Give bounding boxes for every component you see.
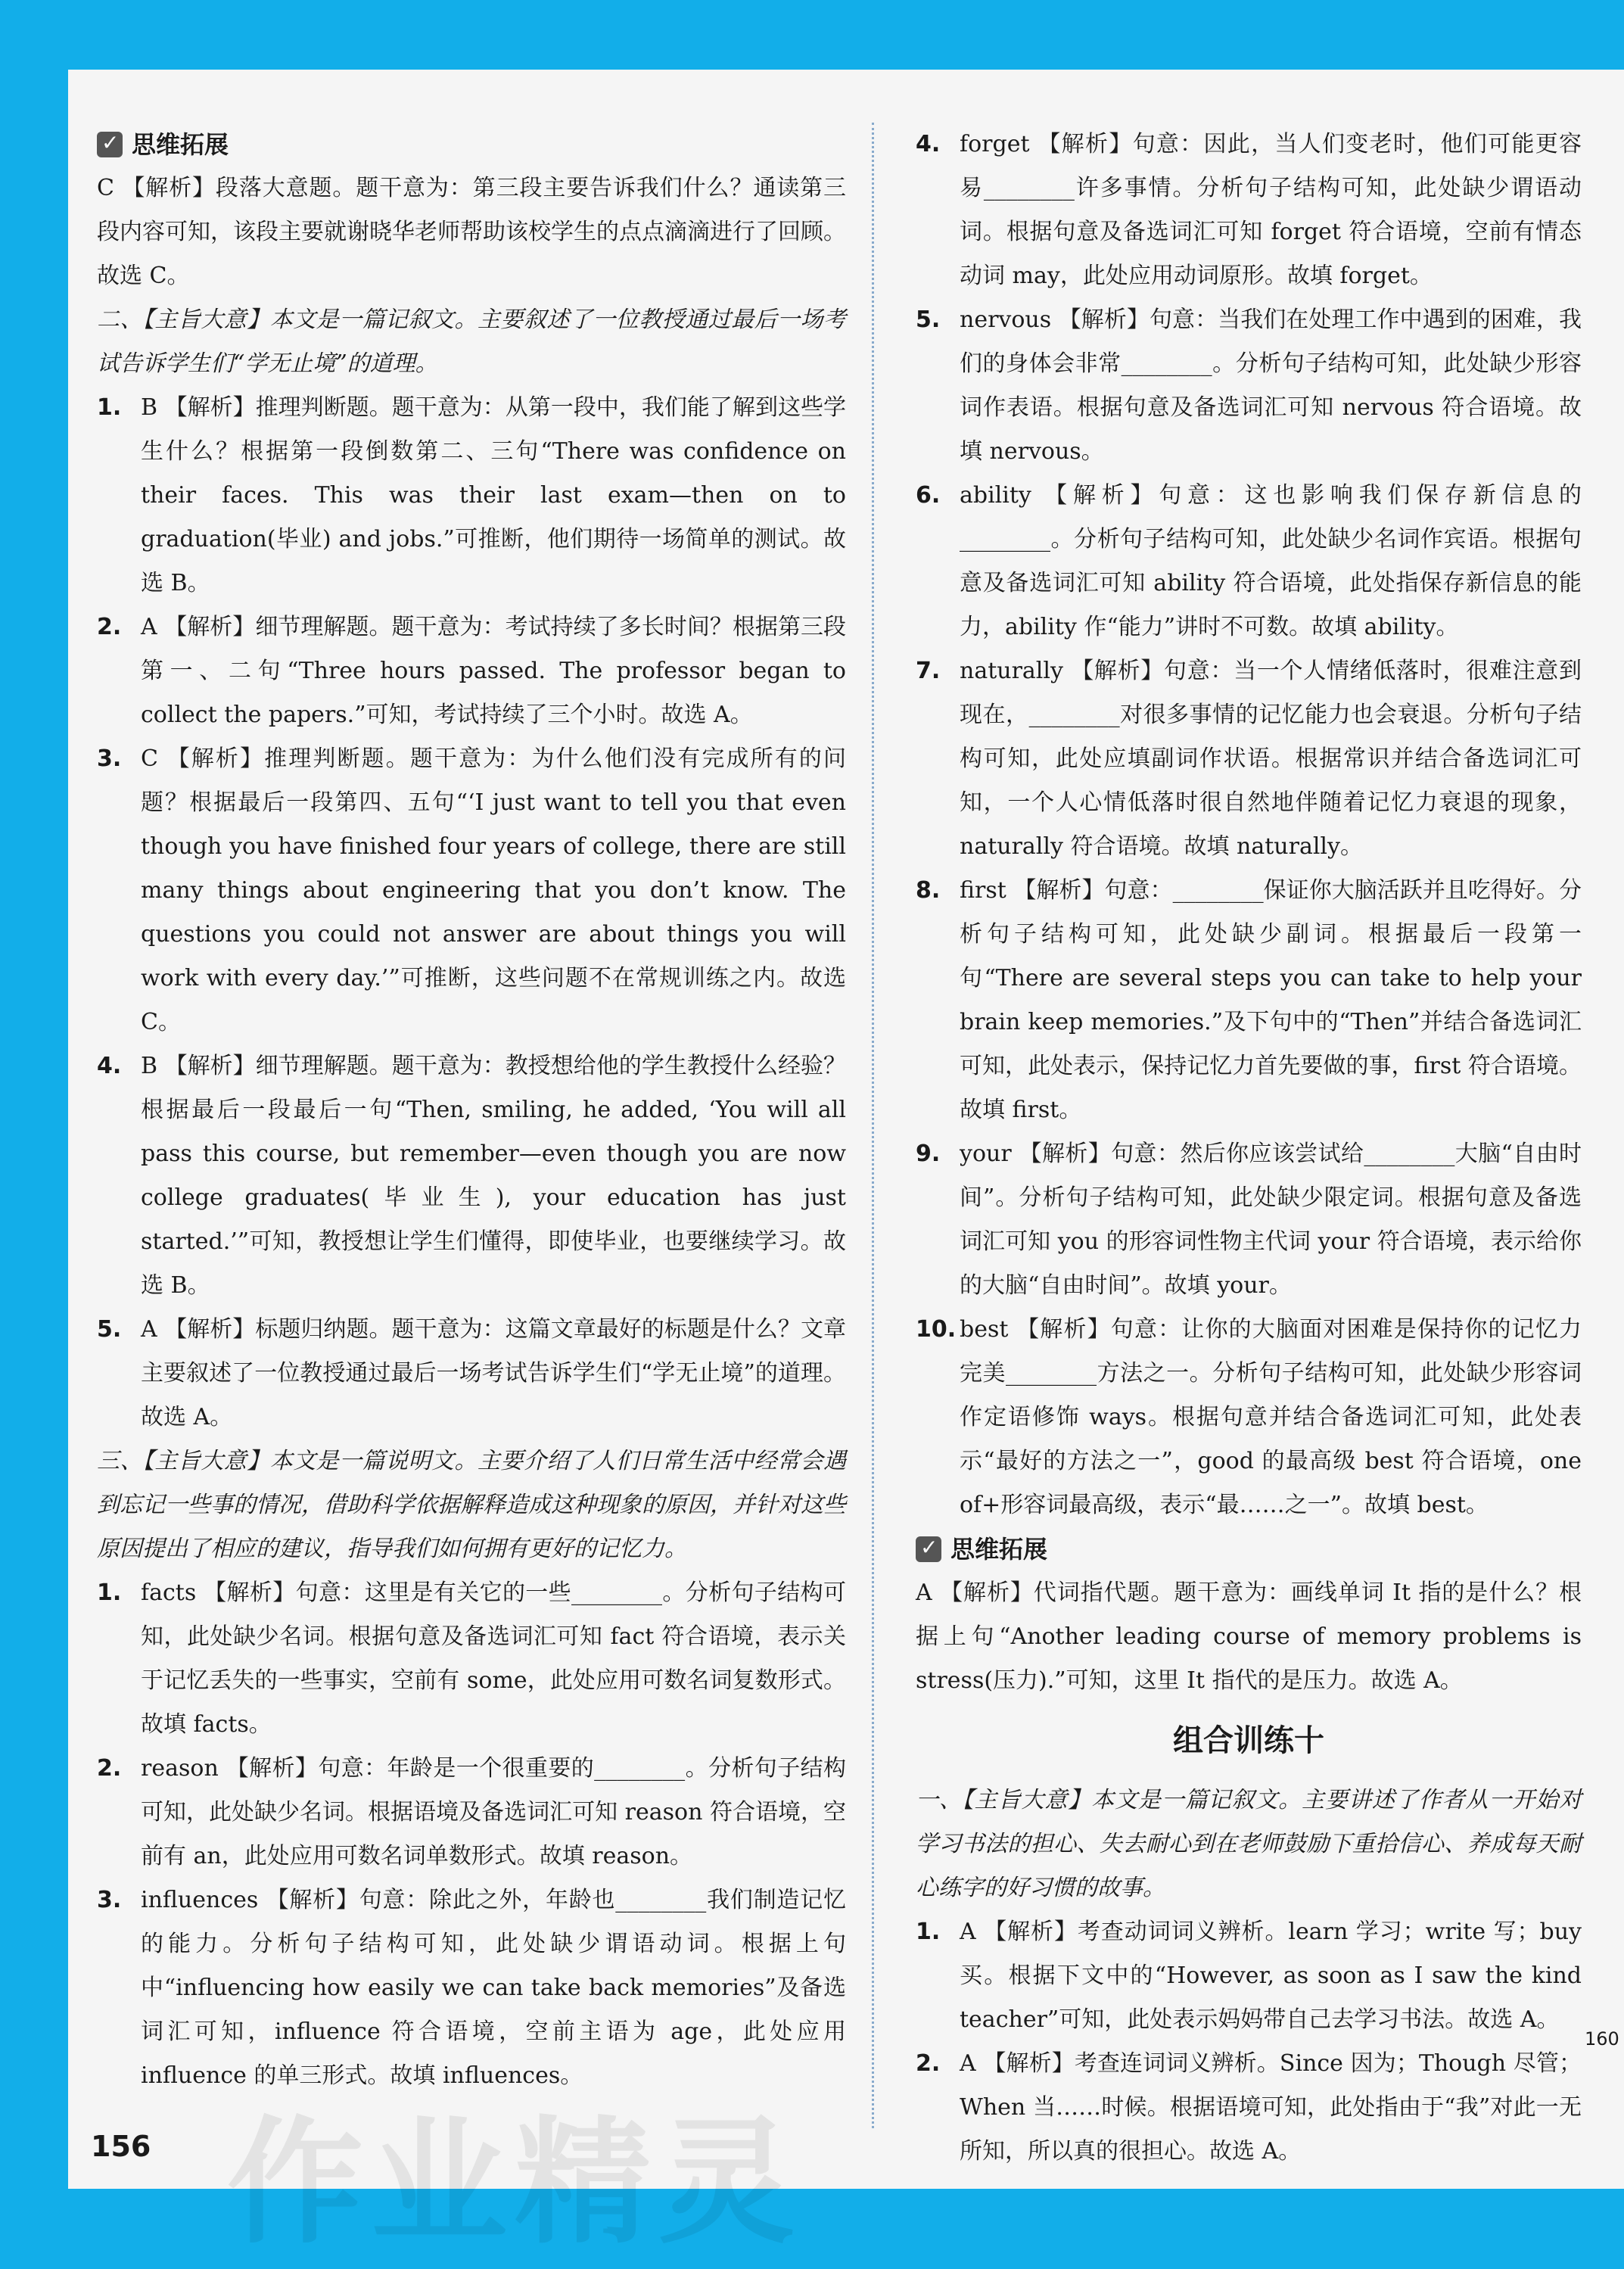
siwei-heading: ✓ 思维拓展 — [916, 1527, 1582, 1571]
answer-item: 2. reason 【解析】句意：年龄是一个很重要的________。分析句子结构可知，此处缺少名词。根据语境及备选词汇可知 reason 符合语境，空前有 an，此处应用可数名词单数形式。故填 reason。 — [97, 1755, 846, 1869]
answer-item: 10. best 【解析】句意：让你的大脑面对困难是保持你的记忆力完美________方法之一。分析句子结构可知，此处缺少形容词作定语修饰 ways。根据句意并结合备选词汇可知，此处表示“最好的方法之一”，good 的最高级 best 符合语境，one of+形容词最高级，表示“最……之一”。故填 best。 — [916, 1316, 1582, 1518]
answer-item: 1. B 【解析】推理判断题。题干意为：从第一段中，我们能了解到这些学生什么？根据第一段倒数第二、三句“There was confidence on their faces. This was their last exam—then on to graduation(毕业) and jobs.”可推断，他们期待一场简单的测试。故选 B。 — [97, 394, 846, 596]
page — [68, 70, 1624, 2262]
answer-item: 9. your 【解析】句意：然后你应该尝试给________大脑“自由时间”。分析句子结构可知，此处缺少限定词。根据句意及备选词汇可知 you 的形容词性物主代词 your 符合语境，表示给你的大脑“自由时间”。故填 your。 — [916, 1141, 1582, 1299]
answer-item: 1. facts 【解析】句意：这里是有关它的一些________。分析句子结构可知，此处缺少名词。根据句意及备选词汇可知 fact 符合语境，表示关于记忆丢失的一些事实，空前有 some，此处应用可数名词复数形式。故填 facts。 — [97, 1580, 846, 1738]
answer-item: 8. first 【解析】句意：________保证你大脑活跃并且吃得好。分析句子结构可知，此处缺少副词。根据最后一段第一句“There are several steps you can take to help your brain keep memories.”及下句中的“Then”并结合备选词汇可知，此处表示，保持记忆力首先要做的事，first 符合语境。故填 first。 — [916, 877, 1582, 1123]
siwei-heading: ✓ 思维拓展 — [97, 123, 846, 167]
page-number: 156 — [91, 2130, 151, 2163]
answer-item: 6. ability 【解析】句意：这也影响我们保存新信息的________。分析句子结构可知，此处缺少名词作宾语。根据句意及备选词汇可知 ability 符合语境，此处指保存新信息的能力，ability 作“能力”讲时不可数。故填 ability。 — [916, 482, 1582, 640]
answer-item: 4. B 【解析】细节理解题。题干意为：教授想给他的学生教授什么经验？根据最后一段最后一句“Then, smiling, he added, ‘You will all pass this course, but remember—even though you are now college graduates(毕业生), your education has just started.’”可知，教授想让学生们懂得，即使毕业，也要继续学习。故选 B。 — [97, 1053, 846, 1299]
answer-item: 3. C 【解析】推理判断题。题干意为：为什么他们没有完成所有的问题？根据最后一段第四、五句“‘I just want to tell you that even though you have finished four years of college, there are still many things about engineering that you don’t know. The questions you could not answer are about things you will work with every day.’”可推断，这些问题不在常规训练之内。故选 C。 — [97, 745, 846, 1035]
answer-item: 3. influences 【解析】句意：除此之外，年龄也________我们制造记忆的能力。分析句子结构可知，此处缺少谓语动词。根据上句中“influencing how easily we can take back memories”及备选词汇可知，influence 符合语境，空前主语为 age，此处应用 influence 的单三形式。故填 influences。 — [97, 1887, 846, 2089]
answer-item: 5. A 【解析】标题归纳题。题干意为：这篇文章最好的标题是什么？文章主要叙述了一位教授通过最后一场考试告诉学生们“学无止境”的道理。故选 A。 — [97, 1316, 846, 1430]
checkbox-icon — [97, 132, 123, 157]
side-page-number: 160 — [1585, 2028, 1619, 2050]
right-column — [916, 123, 1582, 2174]
answer-item: 2. A 【解析】考查连词词义辨析。Since 因为；Though 尽管；When 当……时候。根据语境可知，此处指由于“我”对此一无所知，所以真的很担心。故选 A。 — [916, 2050, 1582, 2165]
left-column — [97, 123, 846, 2098]
section-3-intro: 三、【主旨大意】本文是一篇说明文。主要介绍了人们日常生活中经常会遇到忘记一些事的情况，借助科学依据解释造成这种现象的原因，并针对这些原因提出了相应的建议，指导我们如何拥有更好的记忆力。 — [97, 1448, 846, 1562]
siwei-answer: A 【解析】代词指代题。题干意为：画线单词 It 指的是什么？根据上句“Another leading course of memory problems is stress(压力).”可知，这里 It 指代的是压力。故选 A。 — [916, 1580, 1582, 1694]
answer-item: 1. A 【解析】考查动词词义辨析。learn 学习；write 写；buy 买。根据下文中的“However, as soon as I saw the kind teacher”可知，此处表示妈妈带自己去学习书法。故选 A。 — [916, 1919, 1582, 2033]
watermark: 作业精灵 — [227, 2104, 803, 2262]
answer-item: 4. forget 【解析】句意：因此，当人们变老时，他们可能更容易________许多事情。分析句子结构可知，此处缺少谓语动词。根据句意及备选词汇可知 forget 符合语境，空前有情态动词 may，此处应用动词原形。故填 forget。 — [916, 131, 1582, 289]
column-divider — [872, 123, 874, 2128]
answer-item: 5. nervous 【解析】句意：当我们在处理工作中遇到的困难，我们的身体会非常________。分析句子结构可知，此处缺少形容词作表语。根据句意及备选词汇可知 nervous 符合语境。故填 nervous。 — [916, 307, 1582, 465]
siwei-answer: C 【解析】段落大意题。题干意为：第三段主要告诉我们什么？通读第三段内容可知，该段主要就谢晓华老师帮助该校学生的点点滴滴进行了回顾。故选 C。 — [97, 175, 846, 289]
section-title: 组合训练十 — [1173, 1723, 1324, 1758]
section-1-intro: 一、【主旨大意】本文是一篇记叙文。主要讲述了作者从一开始对学习书法的担心、失去耐心到在老师鼓励下重拾信心、养成每天耐心练字的好习惯的故事。 — [916, 1787, 1582, 1901]
section-2-intro: 二、【主旨大意】本文是一篇记叙文。主要叙述了一位教授通过最后一场考试告诉学生们“学无止境”的道理。 — [97, 307, 846, 377]
answer-item: 2. A 【解析】细节理解题。题干意为：考试持续了多长时间？根据第三段第一、二句“Three hours passed. The professor began to collect the papers.”可知，考试持续了三个小时。故选 A。 — [97, 614, 846, 728]
checkbox-icon — [916, 1536, 941, 1562]
answer-item: 7. naturally 【解析】句意：当一个人情绪低落时，很难注意到现在，________对很多事情的记忆能力也会衰退。分析句子结构可知，此处应填副词作状语。根据常识并结合备选词汇可知，一个人心情低落时很自然地伴随着记忆力衰退的现象，naturally 符合语境。故填 naturally。 — [916, 658, 1582, 860]
